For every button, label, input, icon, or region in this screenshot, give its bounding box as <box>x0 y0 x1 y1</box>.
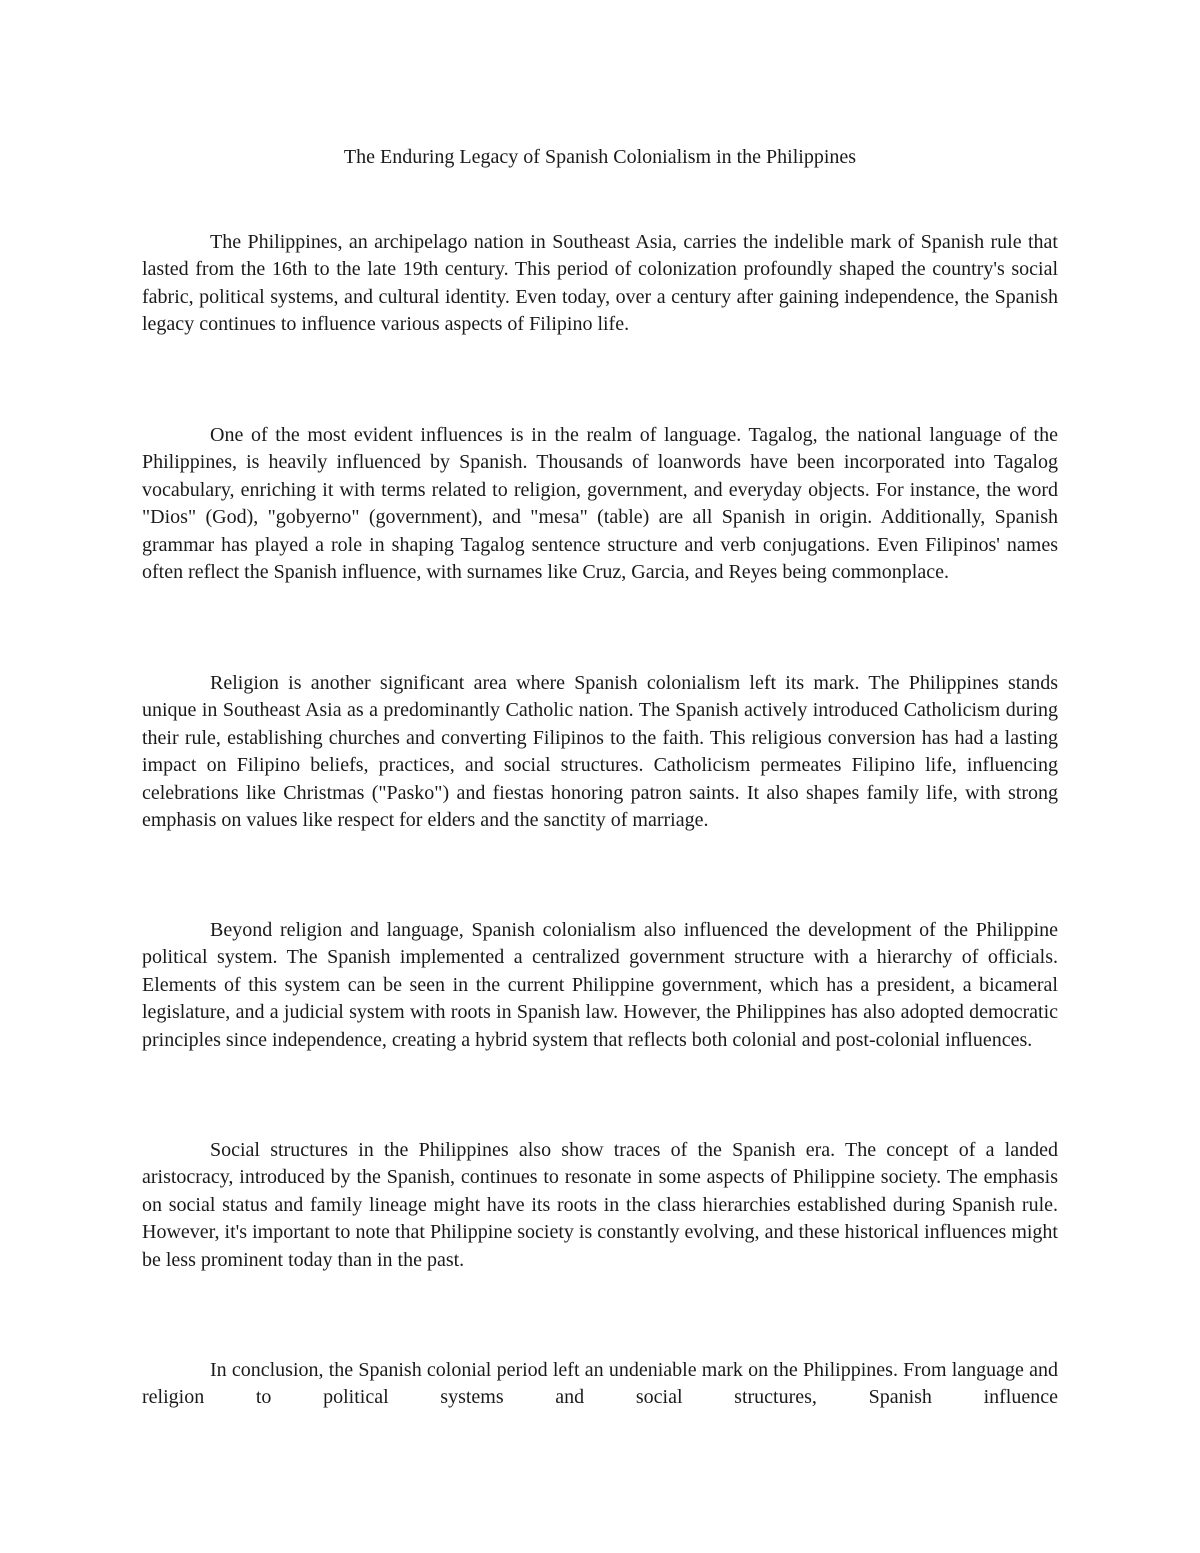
paragraph-conclusion: In conclusion, the Spanish colonial period left an undeniable mark on the Philippines. From language and religion to political systems and social structures, Spanish influence <box>142 1359 1058 1409</box>
paragraph-religion: Religion is another significant area where Spanish colonialism left its mark. The Philippines stands unique in Southeast Asia as a predominantly Catholic nation. The Spanish actively introduced Catholicism during their rule, establishing churches and converting Filipinos to the faith. This religious conversion has had a lasting impact on Filipino beliefs, practices, and social structures. Catholicism permeates Filipino life, influencing celebrations like Christmas ("Pasko") and fiestas honoring patron saints. It also shapes family life, with strong emphasis on values like respect for elders and the sanctity of marriage. <box>142 672 1058 832</box>
paragraph-introduction: The Philippines, an archipelago nation in Southeast Asia, carries the indelible mark of Spanish rule that lasted from the 16th to the late 19th century. This period of colonization profoundly shaped the country's social fabric, political systems, and cultural identity. Even today, over a century after gaining independence, the Spanish legacy continues to influence various aspects of Filipino life. <box>142 231 1058 336</box>
document-title: The Enduring Legacy of Spanish Colonialism in the Philippines <box>343 146 857 168</box>
paragraph-political-system: Beyond religion and language, Spanish colonialism also influenced the development of the Philippine political system. The Spanish implemented a centralized government structure with a hierarchy of officials. Elements of this system can be seen in the current Philippine government, which has a president, a bicameral legislature, and a judicial system with roots in Spanish law. However, the Philippines has also adopted democratic principles since independence, creating a hybrid system that reflects both colonial and post-colonial influences. <box>142 919 1058 1051</box>
paragraph-language: One of the most evident influences is in the realm of language. Tagalog, the national language of the Philippines, is heavily influenced by Spanish. Thousands of loanwords have been incorporated into Tagalog vocabulary, enriching it with terms related to religion, government, and everyday objects. For instance, the word "Dios" (God), "gobyerno" (government), and "mesa" (table) are all Spanish in origin. Additionally, Spanish grammar has played a role in shaping Tagalog sentence structure and verb conjugations. Even Filipinos' names often reflect the Spanish influence, with surnames like Cruz, Garcia, and Reyes being commonplace. <box>142 424 1058 584</box>
paragraph-social-structures: Social structures in the Philippines also show traces of the Spanish era. The concept of a landed aristocracy, introduced by the Spanish, continues to resonate in some aspects of Philippine society. The emphasis on social status and family lineage might have its roots in the class hierarchies established during Spanish rule. However, it's important to note that Philippine society is constantly evolving, and these historical influences might be less prominent today than in the past. <box>142 1139 1058 1271</box>
